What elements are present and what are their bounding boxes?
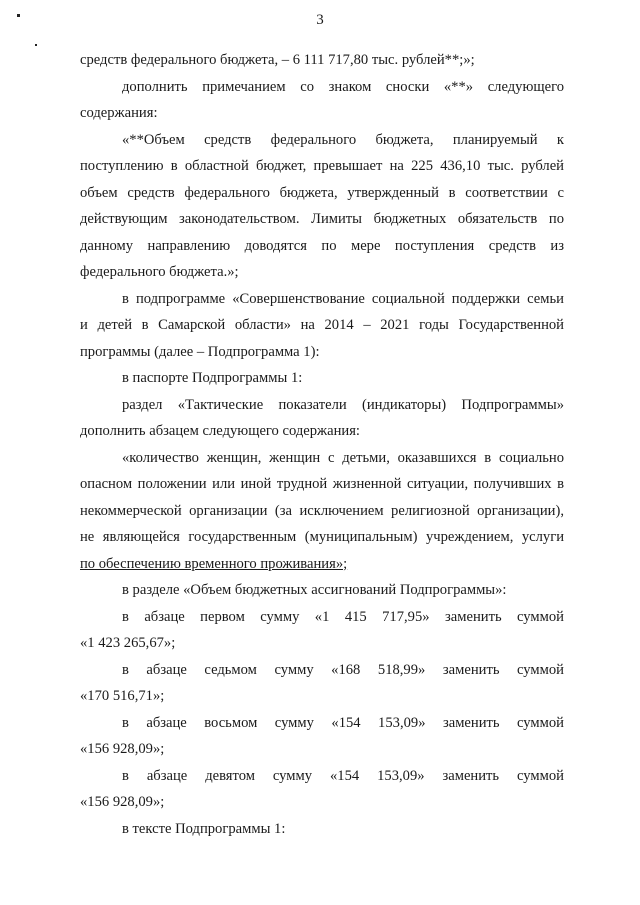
- scan-speck: [35, 44, 37, 46]
- paragraph: [80, 604, 564, 631]
- paragraph: [80, 763, 564, 790]
- text-line: «156 928,09»;: [80, 741, 165, 757]
- text-line: в паспорте Подпрограммы 1:: [122, 370, 303, 386]
- paragraph-continuation: [80, 100, 564, 127]
- text-line: объем средств федерального бюджета, утвержденный в соответствии с: [80, 184, 564, 201]
- paragraph: [80, 127, 564, 154]
- text-line: в абзаце седьмом сумму «168 518,99» заменить суммой: [122, 661, 564, 678]
- paragraph-continuation: [80, 259, 564, 286]
- paragraph: [80, 392, 564, 419]
- paragraph-continuation: [80, 789, 564, 816]
- paragraph-continuation: [80, 551, 564, 578]
- text-line: некоммерческой организации (за исключением религиозной организации),: [80, 502, 564, 519]
- text-line: по обеспечению временного проживания»;: [80, 555, 348, 572]
- paragraph-continuation: [80, 418, 564, 445]
- paragraph: [80, 710, 564, 737]
- paragraph: [80, 365, 564, 392]
- paragraph-continuation: [80, 630, 564, 657]
- text-line: дополнить примечанием со знаком сноски «**» следующего: [122, 78, 564, 95]
- paragraph: [80, 577, 564, 604]
- text-line: в абзаце восьмом сумму «154 153,09» заменить суммой: [122, 714, 564, 731]
- page-number: 3: [316, 12, 324, 28]
- text-line: «156 928,09»;: [80, 794, 165, 810]
- paragraph-continuation: [80, 180, 564, 207]
- text-line: в тексте Подпрограммы 1:: [122, 820, 286, 837]
- paragraph-continuation: [80, 471, 564, 498]
- text-line: действующим законодательством. Лимиты бюджетных обязательств по: [80, 211, 564, 227]
- text-line: в абзаце первом сумму «1 415 717,95» заменить суммой: [122, 608, 564, 625]
- paragraph-continuation: [80, 153, 564, 180]
- text-line: содержания:: [80, 105, 158, 121]
- paragraph-continuation: [80, 736, 564, 763]
- text-line: опасном положении или иной трудной жизненной ситуации, получивших в: [80, 476, 564, 492]
- text-line: поступлению в областной бюджет, превышает на 225 436,10 тыс. рублей: [80, 158, 564, 174]
- paragraph: [80, 445, 564, 472]
- text-line: «1 423 265,67»;: [80, 635, 176, 651]
- paragraph-continuation: [80, 683, 564, 710]
- paragraph: [80, 657, 564, 684]
- text-line: средств федерального бюджета, – 6 111 717,80 тыс. рублей**;»;: [80, 52, 475, 68]
- text-line: «количество женщин, женщин с детьми, оказавшихся в социально: [122, 449, 564, 466]
- paragraph: [80, 74, 564, 101]
- paragraph-continuation: [80, 206, 564, 233]
- text-line: «170 516,71»;: [80, 688, 165, 704]
- paragraph: [80, 816, 564, 843]
- paragraph-continuation: [80, 339, 564, 366]
- text-line: «**Объем средств федерального бюджета, планируемый к: [122, 131, 564, 148]
- text-line: данному направлению доводятся по мере поступления средств из: [80, 237, 564, 254]
- text-line: дополнить абзацем следующего содержания:: [80, 423, 360, 439]
- paragraph-continuation: [80, 233, 564, 260]
- text-line: в подпрограмме «Совершенствование социальной поддержки семьи: [122, 290, 564, 307]
- text-line: в абзаце девятом сумму «154 153,09» заменить суммой: [122, 767, 564, 784]
- document-body: [80, 47, 564, 842]
- paragraph: [80, 286, 564, 313]
- text-line: программы (далее – Подпрограмма 1):: [80, 343, 320, 360]
- text-line: раздел «Тактические показатели (индикаторы) Подпрограммы»: [122, 396, 564, 413]
- paragraph: [80, 47, 564, 74]
- text-line: в разделе «Объем бюджетных ассигнований Подпрограммы»:: [122, 582, 507, 598]
- text-line: и детей в Самарской области» на 2014 – 2021 годы Государственной: [80, 317, 564, 333]
- paragraph-continuation: [80, 524, 564, 551]
- text-line: не являющейся государственным (муниципальным) учреждением, услуги: [80, 529, 564, 545]
- paragraph-continuation: [80, 312, 564, 339]
- paragraph-continuation: [80, 498, 564, 525]
- text-line: федерального бюджета.»;: [80, 264, 239, 280]
